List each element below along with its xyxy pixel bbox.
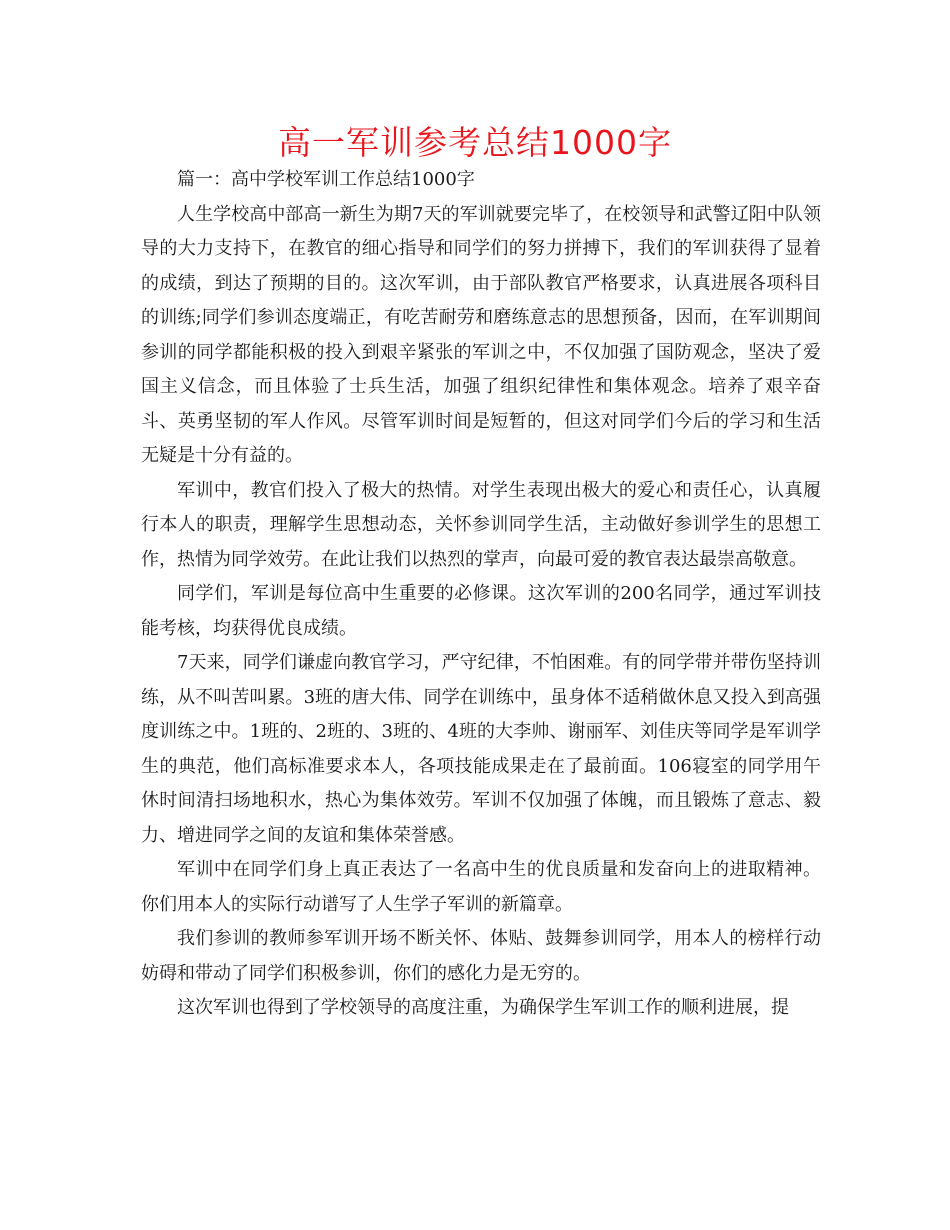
paragraph-4: 7天来，同学们谦虚向教官学习，严守纪律，不怕困难。有的同学带并带伤坚持训练，从不叫苦叫累。3班的唐大伟、同学在训练中，虽身体不适稍做休息又投入到高强度训练之中。1班的、2班的、3班的、4班的大李帅、谢丽军、刘佳庆等同学是军训学生的典范，他们高标准要求本人，各项技能成果走在了最前面。106寝室的同学用午休时间清扫场地积水，热心为集体效劳。军训不仅加强了体魄，而且锻炼了意志、毅力、增进同学之间的友谊和集体荣誉感。 bbox=[141, 652, 821, 846]
document-body bbox=[141, 163, 821, 1026]
paragraph-1: 人生学校高中部高一新生为期7天的军训就要完毕了，在校领导和武警辽阳中队领导的大力支持下，在教官的细心指导和同学们的努力拼搏下，我们的军训获得了显着的成绩，到达了预期的目的。这次军训，由于部队教官严格要求，认真进展各项科目的训练;同学们参训态度端正，有吃苦耐劳和磨练意志的思想预备，因而，在军训期间参训的同学都能积极的投入到艰辛紧张的军训之中，不仅加强了国防观念，坚决了爱国主义信念，而且体验了士兵生活，加强了组织纪律性和集体观念。培养了艰辛奋斗、英勇坚韧的军人作风。尽管军训时间是短暂的，但这对同学们今后的学习和生活无疑是十分有益的。 bbox=[141, 203, 821, 466]
paragraph-5: 军训中在同学们身上真正表达了一名高中生的优良质量和发奋向上的进取精神。你们用本人的实际行动谱写了人生学子军训的新篇章。 bbox=[141, 859, 821, 915]
paragraph-3: 同学们，军训是每位高中生重要的必修课。这次军训的200名同学，通过军训技能考核，均获得优良成绩。 bbox=[141, 583, 821, 639]
document-title: 高一军训参考总结1000字 bbox=[278, 123, 672, 162]
section-subtitle: 篇一：高中学校军训工作总结1000字 bbox=[177, 169, 475, 190]
paragraph-2: 军训中，教官们投入了极大的热情。对学生表现出极大的爱心和责任心，认真履行本人的职责，理解学生思想动态，关怀参训同学生活，主动做好参训学生的思想工作，热情为同学效劳。在此让我们以热烈的掌声，向最可爱的教官表达最崇高敬意。 bbox=[141, 479, 821, 570]
paragraph-6: 我们参训的教师参军训开场不断关怀、体贴、鼓舞参训同学，用本人的榜样行动妨碍和带动了同学们积极参训，你们的感化力是无穷的。 bbox=[141, 928, 821, 984]
paragraph-7: 这次军训也得到了学校领导的高度注重，为确保学生军训工作的顺利进展，提 bbox=[177, 997, 789, 1018]
